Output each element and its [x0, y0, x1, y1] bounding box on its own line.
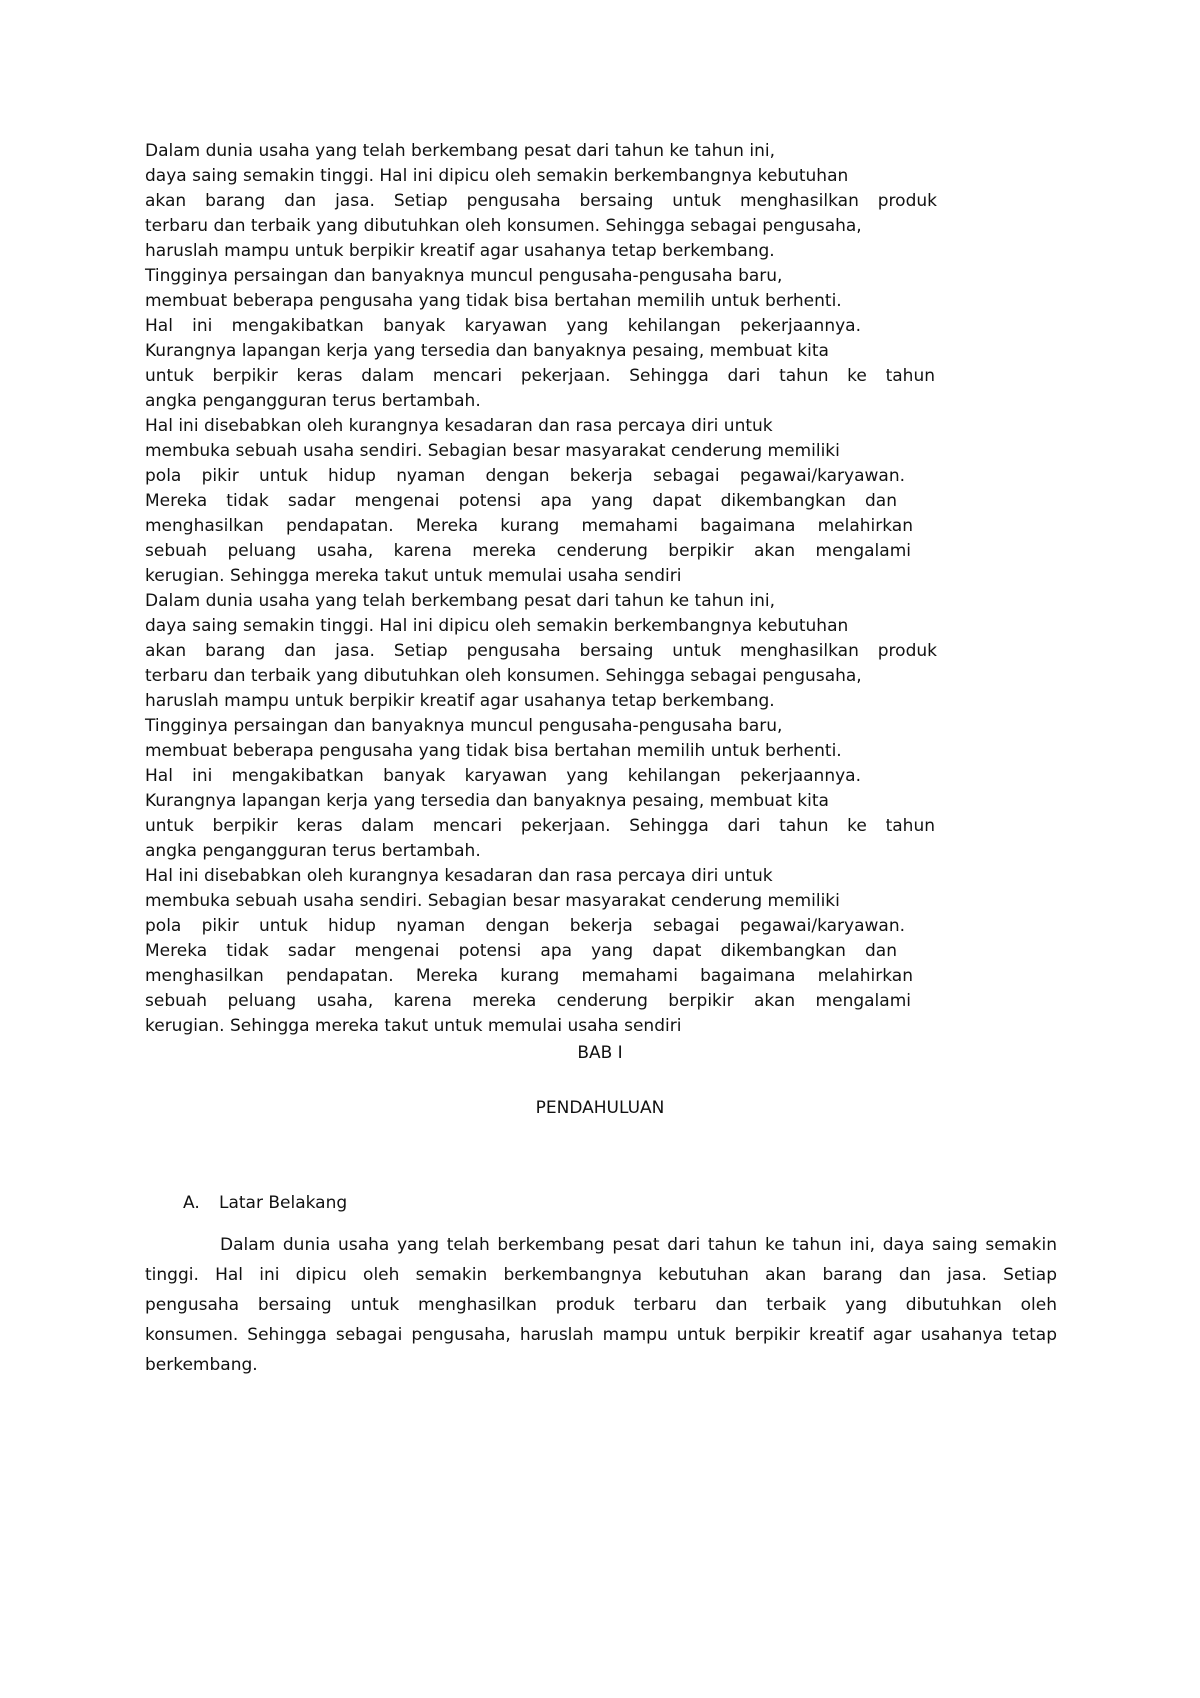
section-title: Latar Belakang: [219, 1193, 348, 1213]
text-line: Kurangnya lapangan kerja yang tersedia dan banyaknya pesaing, membuat kita: [145, 791, 829, 811]
paragraph-line: pengusaha bersaing untuk menghasilkan produk terbaru dan terbaik yang dibutuhkan oleh: [145, 1295, 1057, 1315]
text-line: Kurangnya lapangan kerja yang tersedia dan banyaknya pesaing, membuat kita: [145, 341, 829, 361]
text-line: pola pikir untuk hidup nyaman dengan bekerja sebagai pegawai/karyawan.: [145, 466, 905, 486]
text-line: angka pengangguran terus bertambah.: [145, 841, 481, 861]
text-line: haruslah mampu untuk berpikir kreatif agar usahanya tetap berkembang.: [145, 241, 775, 261]
section-heading: [183, 1193, 347, 1213]
text-line: Hal ini mengakibatkan banyak karyawan yang kehilangan pekerjaannya.: [145, 766, 861, 786]
text-line: daya saing semakin tinggi. Hal ini dipicu oleh semakin berkembangnya kebutuhan: [145, 616, 849, 636]
text-line: Hal ini mengakibatkan banyak karyawan yang kehilangan pekerjaannya.: [145, 316, 861, 336]
paragraph-line: berkembang.: [145, 1355, 258, 1375]
chapter-title: PENDAHULUAN: [535, 1098, 665, 1118]
text-line: membuat beberapa pengusaha yang tidak bisa bertahan memilih untuk berhenti.: [145, 741, 842, 761]
text-line: membuka sebuah usaha sendiri. Sebagian besar masyarakat cenderung memiliki: [145, 891, 840, 911]
text-line: Mereka tidak sadar mengenai potensi apa yang dapat dikembangkan dan: [145, 491, 897, 511]
text-line: untuk berpikir keras dalam mencari pekerjaan. Sehingga dari tahun ke tahun: [145, 816, 935, 836]
text-line: Dalam dunia usaha yang telah berkembang pesat dari tahun ke tahun ini,: [145, 141, 775, 161]
paragraph-line: Dalam dunia usaha yang telah berkembang pesat dari tahun ke tahun ini, daya saing semakin: [220, 1235, 1057, 1255]
text-line: pola pikir untuk hidup nyaman dengan bekerja sebagai pegawai/karyawan.: [145, 916, 905, 936]
text-line: kerugian. Sehingga mereka takut untuk memulai usaha sendiri: [145, 1016, 682, 1036]
text-line: Hal ini disebabkan oleh kurangnya kesadaran dan rasa percaya diri untuk: [145, 866, 773, 886]
text-line: angka pengangguran terus bertambah.: [145, 391, 481, 411]
text-line: menghasilkan pendapatan. Mereka kurang memahami bagaimana melahirkan: [145, 966, 913, 986]
text-line: Tingginya persaingan dan banyaknya muncul pengusaha-pengusaha baru,: [145, 266, 783, 286]
text-line: membuka sebuah usaha sendiri. Sebagian besar masyarakat cenderung memiliki: [145, 441, 840, 461]
text-line: Mereka tidak sadar mengenai potensi apa yang dapat dikembangkan dan: [145, 941, 897, 961]
text-line: haruslah mampu untuk berpikir kreatif agar usahanya tetap berkembang.: [145, 691, 775, 711]
text-line: Hal ini disebabkan oleh kurangnya kesadaran dan rasa percaya diri untuk: [145, 416, 773, 436]
text-line: Dalam dunia usaha yang telah berkembang pesat dari tahun ke tahun ini,: [145, 591, 775, 611]
paragraph-line: konsumen. Sehingga sebagai pengusaha, haruslah mampu untuk berpikir kreatif agar usahanya tetap: [145, 1325, 1057, 1345]
text-line: daya saing semakin tinggi. Hal ini dipicu oleh semakin berkembangnya kebutuhan: [145, 166, 849, 186]
paragraph-line: tinggi. Hal ini dipicu oleh semakin berkembangnya kebutuhan akan barang dan jasa. Setiap: [145, 1265, 1057, 1285]
text-line: akan barang dan jasa. Setiap pengusaha bersaing untuk menghasilkan produk: [145, 641, 937, 661]
chapter-number: BAB I: [577, 1043, 623, 1063]
text-line: sebuah peluang usaha, karena mereka cenderung berpikir akan mengalami: [145, 991, 911, 1011]
text-line: sebuah peluang usaha, karena mereka cenderung berpikir akan mengalami: [145, 541, 911, 561]
text-line: akan barang dan jasa. Setiap pengusaha bersaing untuk menghasilkan produk: [145, 191, 937, 211]
text-line: membuat beberapa pengusaha yang tidak bisa bertahan memilih untuk berhenti.: [145, 291, 842, 311]
section-number: A.: [183, 1193, 200, 1213]
text-line: menghasilkan pendapatan. Mereka kurang memahami bagaimana melahirkan: [145, 516, 913, 536]
text-line: kerugian. Sehingga mereka takut untuk memulai usaha sendiri: [145, 566, 682, 586]
text-line: untuk berpikir keras dalam mencari pekerjaan. Sehingga dari tahun ke tahun: [145, 366, 935, 386]
text-line: terbaru dan terbaik yang dibutuhkan oleh konsumen. Sehingga sebagai pengusaha,: [145, 216, 862, 236]
text-line: Tingginya persaingan dan banyaknya muncul pengusaha-pengusaha baru,: [145, 716, 783, 736]
text-line: terbaru dan terbaik yang dibutuhkan oleh konsumen. Sehingga sebagai pengusaha,: [145, 666, 862, 686]
